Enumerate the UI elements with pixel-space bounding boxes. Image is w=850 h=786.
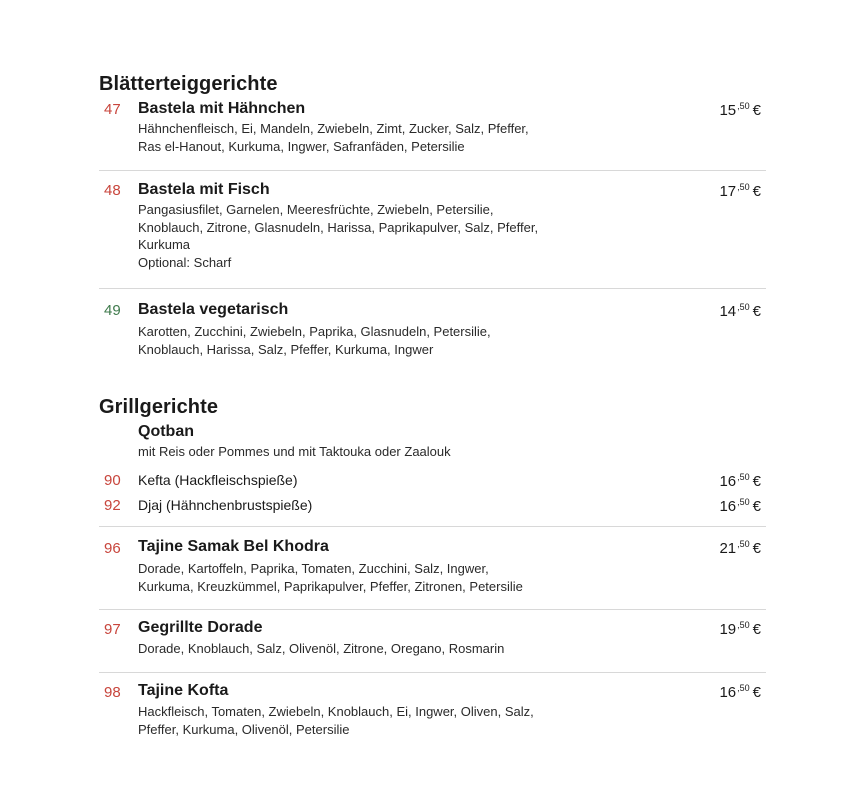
item-price: $14^{,50}$ € (719, 302, 761, 320)
item-price: $16^{,50}$ € (719, 472, 761, 490)
item-price: $15^{,50}$ € (719, 101, 761, 119)
item-price: $21^{,50}$ € (719, 539, 761, 557)
divider (99, 170, 766, 171)
item-description: Dorade, Knoblauch, Salz, Olivenöl, Zitrone, Oregano, Rosmarin (138, 641, 505, 656)
item-description: Karotten, Zucchini, Zwiebeln, Paprika, Glasnudeln, Petersilie, Knoblauch, Harissa, Salz, Pfeffer, Kurkuma, Ingwer (138, 324, 491, 357)
item-price: $16^{,50}$ € (719, 683, 761, 701)
item-number: 49 (104, 302, 121, 319)
item-number: 98 (104, 684, 121, 701)
group-description: mit Reis oder Pommes und mit Taktouka oder Zaalouk (138, 444, 451, 459)
item-description: Pangasiusfilet, Garnelen, Meeresfrüchte, Zwiebeln, Petersilie, Knoblauch, Zitrone, Glasnudeln, Harissa, Paprikapulver, Salz, Pfeffer, Kurkuma Optional: Scharf (138, 202, 539, 270)
item-name: Djaj (Hähnchenbrustspieße) (138, 497, 313, 513)
section-title-blaetterteiggerichte: Blätterteiggerichte (99, 73, 278, 95)
item-name: Tajine Kofta (138, 682, 229, 699)
item-description: Hackfleisch, Tomaten, Zwiebeln, Knoblauch, Ei, Ingwer, Oliven, Salz, Pfeffer, Kurkuma, Olivenöl, Petersilie (138, 704, 534, 737)
item-price: $19^{,50}$ € (719, 620, 761, 638)
item-number: 90 (104, 472, 121, 489)
divider (99, 672, 766, 673)
item-name: Tajine Samak Bel Khodra (138, 538, 329, 555)
divider (99, 609, 766, 610)
item-price: $16^{,50}$ € (719, 497, 761, 515)
item-number: 48 (104, 182, 121, 199)
group-name: Qotban (138, 423, 194, 440)
item-description: Hähnchenfleisch, Ei, Mandeln, Zwiebeln, Zimt, Zucker, Salz, Pfeffer, Ras el-Hanout, Kurkuma, Ingwer, Safranfäden, Petersilie (138, 121, 529, 154)
item-name: Bastela mit Fisch (138, 181, 270, 198)
item-number: 97 (104, 621, 121, 638)
item-number: 96 (104, 540, 121, 557)
item-number: 92 (104, 497, 121, 514)
item-number: 47 (104, 101, 121, 118)
item-name: Kefta (Hackfleischspieße) (138, 472, 298, 488)
item-name: Bastela vegetarisch (138, 301, 289, 318)
item-name: Gegrillte Dorade (138, 619, 263, 636)
section-title-grillgerichte: Grillgerichte (99, 396, 219, 418)
divider (99, 288, 766, 289)
item-name: Bastela mit Hähnchen (138, 100, 306, 117)
divider (99, 526, 766, 527)
item-price: $17^{,50}$ € (719, 182, 761, 200)
item-description: Dorade, Kartoffeln, Paprika, Tomaten, Zucchini, Salz, Ingwer, Kurkuma, Kreuzkümmel, Paprikapulver, Pfeffer, Zitronen, Petersilie (138, 561, 523, 594)
